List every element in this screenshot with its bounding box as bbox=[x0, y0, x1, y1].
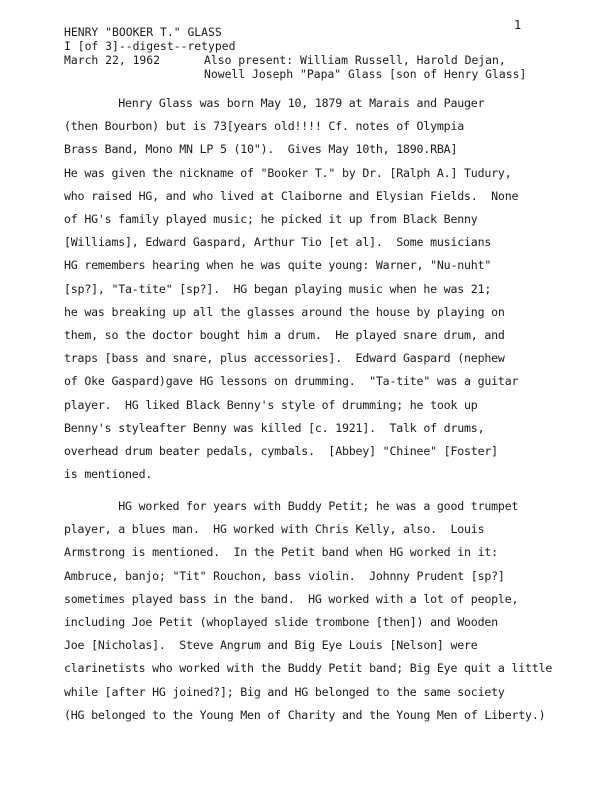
text-line: of HG's family played music; he picked it up from Black Benny bbox=[64, 212, 478, 226]
text-line: including Joe Petit (whoplayed slide trombone [then]) and Wooden bbox=[64, 615, 498, 629]
text-line: of Oke Gaspard)gave HG lessons on drumming. "Ta-tite" was a guitar bbox=[64, 374, 519, 389]
text-line: He was given the nickname of "Booker T." by Dr. [Ralph A.] Tudury, bbox=[64, 165, 512, 180]
text-line: [sp?], "Ta-tite" [sp?]. HG began playing music when he was 21; bbox=[64, 281, 492, 296]
text-line: [Williams], Edward Gaspard, Arthur Tio [et al]. Some musicians bbox=[64, 235, 492, 250]
text-line: sometimes played bass in the band. HG worked with a lot of people, bbox=[64, 591, 519, 606]
text-line: Armstrong is mentioned. In the Petit band when HG worked in it: bbox=[64, 545, 498, 560]
text-line: overhead drum beater pedals, cymbals. [Abbey] "Chinee" [Foster] bbox=[64, 444, 498, 458]
text-line: player. HG liked Black Benny's style of drumming; he took up bbox=[64, 397, 478, 412]
text-line: them, so the doctor bought him a drum. He played snare drum, and bbox=[64, 328, 505, 342]
header-title: HENRY "BOOKER T." GLASS bbox=[64, 25, 222, 39]
text-line: Brass Band, Mono MN LP 5 (10"). Gives May 10th, 1890.RBA] bbox=[64, 142, 458, 157]
header-reel: I [of 3]--digest--retyped bbox=[64, 39, 236, 53]
text-line: who raised HG, and who lived at Claiborne and Elysian Fields. None bbox=[64, 188, 519, 203]
text-line: he was breaking up all the glasses around the house by playing on bbox=[64, 304, 505, 319]
header-also-present-1: Also present: William Russell, Harold Dejan, bbox=[204, 53, 506, 67]
text-line: Ambruce, banjo; "Tit" Rouchon, bass violin. Johnny Prudent [sp?] bbox=[64, 568, 505, 583]
text-line: while [after HG joined?]; Big and HG belonged to the same society bbox=[64, 684, 505, 699]
text-line: traps [bass and snare, plus accessories]. Edward Gaspard (nephew bbox=[64, 351, 505, 366]
text-line: is mentioned. bbox=[64, 467, 153, 482]
text-line: Joe [Nicholas]. Steve Angrum and Big Eye Louis [Nelson] were bbox=[64, 638, 478, 653]
text-line: player, a blues man. HG worked with Chris Kelly, also. Louis bbox=[64, 522, 485, 537]
text-line: (then Bourbon) but is 73[years old!!!! Cf. notes of Olympia bbox=[64, 119, 465, 134]
text-line: HG worked for years with Buddy Petit; he was a good trumpet bbox=[64, 499, 519, 513]
header-date: March 22, 1962 bbox=[64, 53, 161, 67]
header-also-present-2: Nowell Joseph "Papa" Glass [son of Henry Glass] bbox=[204, 67, 527, 81]
page-number: 1 bbox=[514, 18, 522, 32]
text-line: Henry Glass was born May 10, 1879 at Marais and Pauger bbox=[64, 96, 485, 110]
text-line: clarinetists who worked with the Buddy Petit band; Big Eye quit a little bbox=[64, 661, 553, 676]
text-line: Benny's styleafter Benny was killed [c. 1921]. Talk of drums, bbox=[64, 420, 485, 435]
text-line: (HG belonged to the Young Men of Charity and the Young Men of Liberty.) bbox=[64, 707, 546, 722]
text-line: HG remembers hearing when he was quite young: Warner, "Nu-nuht" bbox=[64, 258, 492, 273]
